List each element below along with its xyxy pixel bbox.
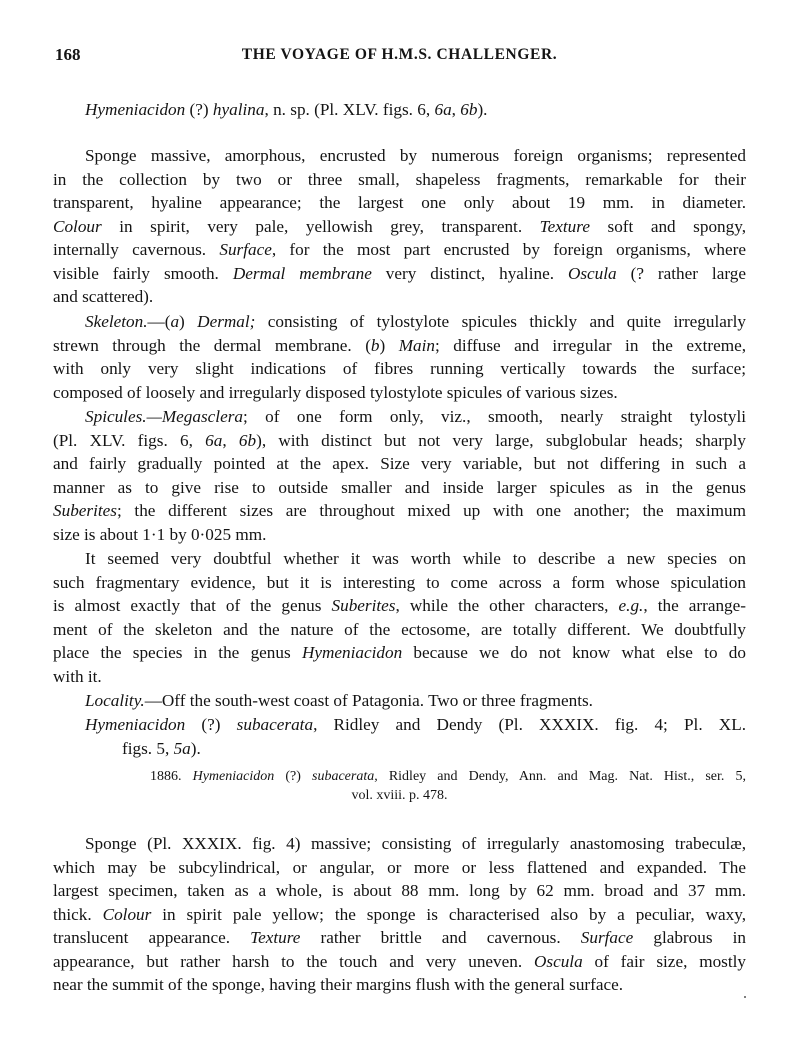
text-run: (Pl. XLV. figs. 6, — [53, 430, 206, 450]
paragraph-description-2-line — [53, 903, 746, 927]
italic-term: Spicules.—Megasclera — [85, 407, 243, 426]
text-run: because we do not know what else to do — [402, 643, 746, 662]
species-name: hyalina — [212, 100, 265, 119]
paragraph-description-line — [53, 168, 746, 192]
italic-term: Main — [398, 335, 435, 355]
text-run: ; the different sizes are throughout mixed up with one another; the maximum — [116, 501, 746, 520]
text-run: with it. — [53, 666, 102, 686]
text-run: place the species in the genus — [53, 643, 302, 662]
text-run: appearance, but rather harsh to the touch and very uneven. — [53, 951, 534, 971]
text-run: ) — [179, 312, 198, 331]
paragraph-skeleton-line — [85, 310, 746, 334]
italic-term: Texture — [539, 216, 590, 236]
text-run: very distinct, hyaline. — [371, 263, 568, 283]
paragraph-description-line — [53, 285, 746, 309]
running-head — [53, 45, 746, 69]
italic-term: Hymeniacidon — [85, 715, 186, 734]
italic-term: Suberites — [53, 501, 117, 520]
paragraph-description-2-line — [53, 950, 746, 974]
paragraph-spicules-line — [85, 405, 746, 429]
text-run: It seemed very doubtful whether it was worth while to describe a new species on — [85, 549, 746, 568]
text-run: of fair size, mostly — [582, 951, 746, 971]
running-title: THE VOYAGE OF H.M.S. CHALLENGER. — [241, 46, 558, 63]
text-run: in spirit, very pale, yellowish grey, transparent. — [101, 216, 540, 236]
text-run: Sponge massive, amorphous, encrusted by numerous foreign organisms; represented — [85, 146, 746, 165]
italic-term: subacerata — [236, 715, 314, 734]
paragraph-description-line — [53, 215, 746, 239]
italic-term: Suberites — [331, 596, 396, 615]
text-run: ; diffuse and irregular in the extreme, — [435, 335, 747, 355]
page-number: 168 — [55, 45, 81, 64]
italic-term: subacerata — [312, 769, 375, 784]
text-run: figs. 5, — [122, 738, 174, 758]
paragraph-remarks-line — [53, 594, 746, 618]
paragraph-spicules-line — [53, 452, 746, 476]
text-run: translucent appearance. — [53, 928, 251, 947]
text-run: glabrous in — [633, 928, 746, 947]
text-run: thick. — [53, 904, 103, 924]
paragraph-spicules-line — [53, 476, 746, 500]
paragraph-remarks-line — [53, 665, 746, 689]
text-run: 1886. — [150, 769, 193, 784]
text-run: in spirit pale yellow; the sponge is characterised also by a peculiar, waxy, — [151, 904, 746, 924]
text-run: , while the other characters, — [395, 596, 619, 615]
text-run: consisting of tylostylote spicules thickly and quite irregularly — [255, 312, 746, 331]
text-run: internally cavernous. — [53, 240, 220, 259]
paragraph-description-2-line — [53, 973, 746, 997]
species-heading-subacerata-line — [122, 737, 746, 761]
text-run: which may be subcylindrical, or angular, or more or less flattened and expanded. The — [53, 857, 746, 877]
paragraph-description-2-line — [53, 926, 746, 950]
italic-term: Dermal membrane — [232, 263, 372, 283]
figure-ref: 6b — [460, 100, 478, 119]
italic-term: Hymeniacidon — [192, 769, 275, 784]
query-mark: (?) — [185, 100, 213, 119]
italic-term: Locality. — [85, 691, 145, 710]
italic-term: Colour — [53, 216, 102, 236]
text-run: , the arrange- — [643, 596, 746, 615]
figure-ref: 6a — [434, 100, 452, 119]
text-run: and fairly gradually pointed at the apex. Size very variable, but not differing in such a — [53, 454, 746, 473]
italic-term: Surface — [219, 240, 272, 259]
italic-term: Hymeniacidon — [301, 643, 403, 662]
species-heading-hyalina — [85, 98, 746, 122]
text-run: ) — [379, 335, 399, 355]
text-run: transparent, hyaline appearance; the largest one only about 19 mm. in diameter. — [53, 193, 746, 212]
paragraph-spicules-line — [53, 499, 746, 523]
heading-text: ). — [477, 100, 488, 119]
text-run: soft and spongy, — [589, 216, 747, 236]
text-run: ), with distinct but not very large, subglobular heads; sharply — [256, 430, 746, 450]
text-run: , Ridley and Dendy, Ann. and Mag. Nat. Hist., ser. 5, — [374, 769, 747, 784]
synonymy-citation-line — [53, 786, 746, 805]
text-run: —( — [147, 312, 171, 331]
text-run: vol. xviii. p. 478. — [351, 788, 448, 803]
italic-term: Skeleton. — [85, 312, 148, 331]
italic-term: Oscula — [567, 263, 617, 283]
text-run: visible fairly smooth. — [53, 263, 233, 283]
text-run: and scattered). — [53, 287, 154, 306]
paragraph-remarks-line — [53, 618, 746, 642]
text-run: manner as to give rise to outside smaller and inside larger spicules as in the genus — [53, 477, 746, 497]
text-run: in the collection by two or three small, shapeless fragments, remarkable for their — [53, 169, 746, 189]
text-run: Sponge (Pl. XXXIX. fig. 4) massive; consisting of irregularly anastomosing trabeculæ, — [85, 834, 746, 853]
paragraph-spicules-line — [53, 523, 746, 547]
text-run: near the summit of the sponge, having their margins flush with the general surface. — [53, 975, 624, 994]
text-run: —Off the south-west coast of Patagonia. Two or three fragments. — [144, 691, 593, 710]
italic-term: e.g. — [618, 596, 644, 615]
italic-term: Surface — [580, 928, 634, 947]
text-run: ment of the skeleton and the nature of the ectosome, are totally different. We doubtfully — [53, 619, 746, 639]
synonymy-citation-line — [150, 767, 746, 786]
text-run: (?) — [185, 715, 237, 734]
italic-term: Colour — [102, 904, 152, 924]
italic-term: 5a — [173, 738, 191, 758]
text-run: (? rather large — [616, 263, 746, 283]
print-speck — [744, 996, 746, 998]
paragraph-spicules-line — [53, 429, 746, 453]
paragraph-description-line — [85, 144, 746, 168]
text-run: ). — [190, 738, 201, 758]
italic-term: b — [370, 335, 380, 355]
paragraph-skeleton-line — [53, 334, 746, 358]
paragraph-description-line — [53, 191, 746, 215]
heading-text: , n. sp. (Pl. XLV. figs. 6, — [264, 100, 435, 119]
paragraph-description-line — [53, 238, 746, 262]
text-run: , — [222, 430, 239, 450]
italic-term: Texture — [250, 928, 301, 947]
paragraph-remarks-line — [53, 571, 746, 595]
paragraph-description-2-line — [85, 832, 746, 856]
text-run: with only very slight indications of fibres running vertically towards the surface; — [53, 359, 746, 378]
paragraph-skeleton-line — [53, 357, 746, 381]
text-run: , for the most part encrusted by foreign organisms, where — [271, 240, 746, 259]
text-run: strewn through the dermal membrane. ( — [53, 335, 371, 355]
paragraph-description-line — [53, 262, 746, 286]
text-run: such fragmentary evidence, but it is interesting to come across a form whose spiculation — [53, 572, 746, 592]
italic-term: Oscula — [533, 951, 583, 971]
paragraph-description-2-line — [53, 856, 746, 880]
paragraph-remarks-line — [85, 547, 746, 571]
locality-line — [85, 689, 746, 713]
genus-name: Hymeniacidon — [85, 100, 186, 119]
italic-term: 6a — [205, 430, 223, 450]
paragraph-skeleton-line — [53, 381, 746, 405]
text-run: , Ridley and Dendy (Pl. XXXIX. fig. 4; Pl. XL. — [313, 715, 747, 734]
species-heading-subacerata-line — [85, 713, 746, 737]
text-run: size is about 1·1 by 0·025 mm. — [53, 524, 267, 544]
text-run: ; of one form only, viz., smooth, nearly straight tylostyli — [243, 407, 746, 426]
italic-term: 6b — [238, 430, 257, 450]
text-run: (?) — [274, 769, 313, 784]
text-run: rather brittle and cavernous. — [300, 928, 581, 947]
text-run: largest specimen, taken as a whole, is about 88 mm. long by 62 mm. broad and 37 mm. — [53, 881, 746, 900]
paragraph-remarks-line — [53, 641, 746, 665]
paragraph-description-2-line — [53, 879, 746, 903]
text-run: composed of loosely and irregularly disposed tylostylote spicules of various sizes. — [53, 382, 618, 402]
italic-term: a — [170, 312, 180, 331]
heading-text: , — [451, 100, 461, 119]
italic-term: Dermal; — [197, 312, 256, 331]
text-run: is almost exactly that of the genus — [53, 596, 332, 615]
